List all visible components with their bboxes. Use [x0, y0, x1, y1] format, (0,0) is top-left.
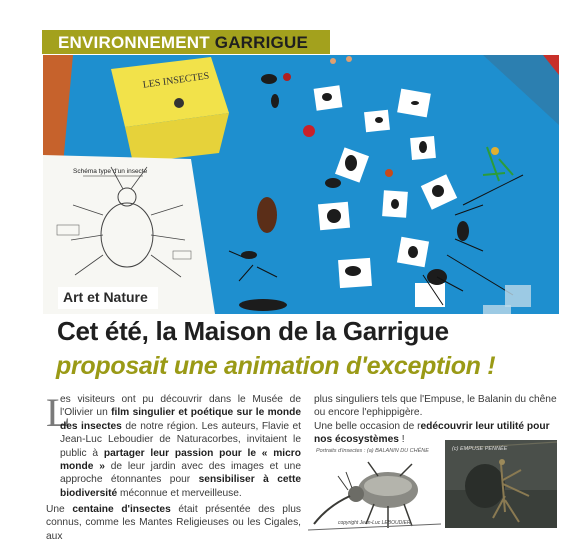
photo-copyright: copyright Jean-Luc LEBOUDIER: [338, 520, 411, 526]
paragraph-2: Une centaine d'insectes était présentée des plus connus, comme les Mantes Religieuses ou les Cigales, aux: [46, 504, 301, 542]
paragraph-3: plus singuliers tels que l'Empuse, le Balanin du chêne ou encore l'ephippigère.: [314, 394, 557, 419]
article-photo: [43, 55, 559, 314]
svg-text:Schéma type d'un insecte: Schéma type d'un insecte: [73, 168, 148, 175]
category-tag: Art et Nature: [63, 289, 148, 305]
section-title: ENVIRONNEMENT GARRIGUE: [58, 33, 308, 52]
image-caption-left: Portraits d'insectes : (a) BALANIN DU CHÊNE: [316, 448, 429, 454]
subheadline: proposait une animation d'exception !: [56, 352, 496, 380]
drop-cap: L: [46, 390, 71, 435]
paragraph-1: es visiteurs ont pu découvrir dans le Musée de l'Olivier un film singulier et poétique sur le monde des insectes de notre région. Les auteurs, Flavie et Jean-Luc Leboudier de Naturacorbes, invitaient le public à partager leur passion pour le « micro monde » de leur jardin avec des images et une approche étonnantes pour sensibiliser à cette biodiversité méconnue et merveilleuse.: [60, 394, 301, 499]
headline: Cet été, la Maison de la Garrigue: [57, 316, 449, 346]
paragraph-4: Une belle occasion de redécouvrir leur utilité pour nos écosystèmes !: [314, 421, 550, 446]
mantis-photo: [445, 440, 557, 528]
image-caption-right: (c) EMPUSE PENNÉE: [452, 446, 508, 452]
svg-text:LES INSECTES: LES INSECTES: [142, 70, 210, 91]
